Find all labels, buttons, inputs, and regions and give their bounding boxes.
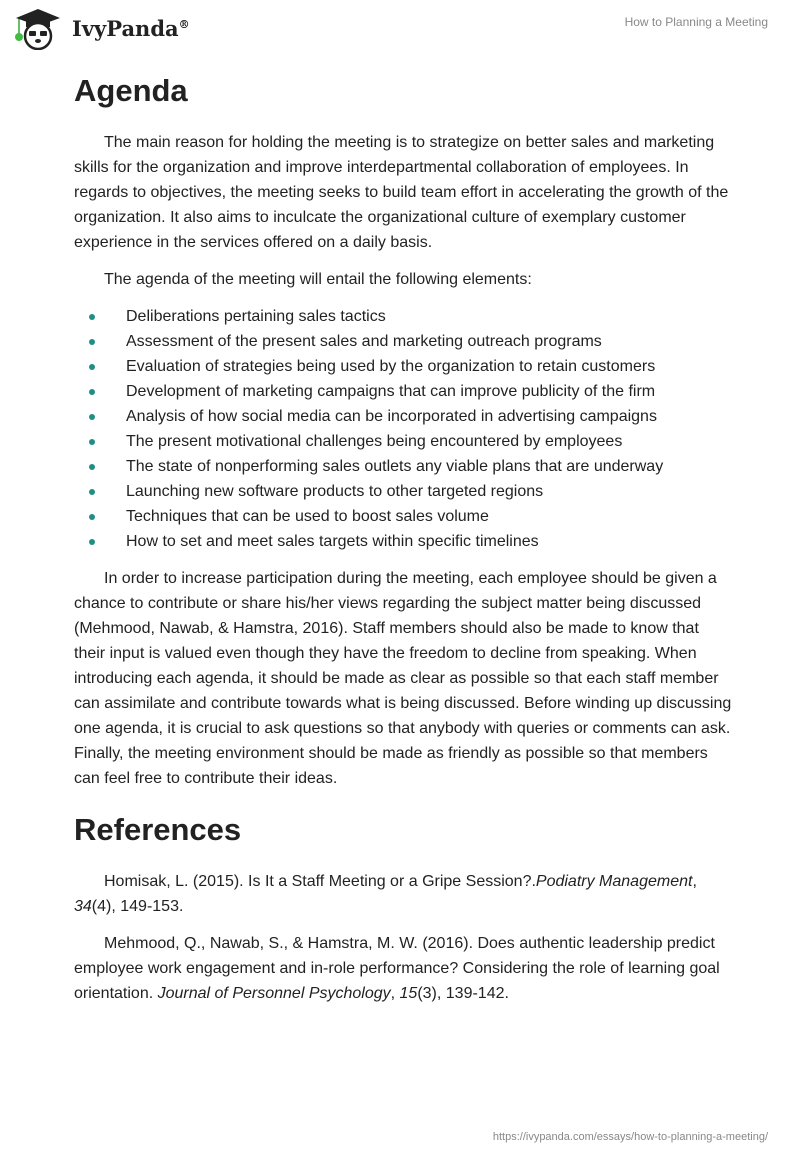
reference-1 — [74, 869, 734, 919]
ref-journal: Journal of Personnel Psychology — [157, 985, 391, 1002]
ref-pages: (4), 149-153. — [91, 898, 184, 915]
list-item: Assessment of the present sales and marketing outreach programs — [74, 329, 734, 354]
agenda-heading: Agenda — [74, 73, 188, 108]
agenda-paragraph-3: In order to increase participation during the meeting, each employee should be given a chance to contribute or share his/her views regarding the subject matter being discussed (Mehmood, Nawab, & Hamstra, 2016). Staff members should also be made to know that their input is valued even though they have the freedom to decline from speaking. When introducing each agenda, it should be made as clear as possible so that each staff member can assimilate and contribute towards what is being discussed. Before winding up discussing one agenda, it is crucial to ask questions so that anybody with queries or comments can ask. Finally, the meeting environment should be made as friendly as possible so that members can feel free to contribute their ideas. — [74, 570, 732, 787]
ref-text: Mehmood, Q., Nawab, S., & Hamstra, M. W. (2016). Does authentic leadership predict employee work engagement and in-role performance? Considering the role of learning goal orientation. — [74, 935, 720, 1002]
ref-volume: 15 — [399, 985, 418, 1002]
article-body — [74, 72, 734, 1018]
reference-2 — [74, 931, 734, 1006]
ref-sep: , — [692, 873, 697, 890]
ref-text: Homisak, L. (2015). Is It a Staff Meeting or a Gripe Session?. — [104, 873, 536, 890]
logo[interactable] — [10, 6, 190, 50]
list-item: How to set and meet sales targets within specific timelines — [74, 529, 734, 554]
list-item: The state of nonperforming sales outlets any viable plans that are underway — [74, 454, 734, 479]
ref-sep: , — [390, 985, 400, 1002]
registered-mark: ® — [178, 17, 190, 31]
list-item: Deliberations pertaining sales tactics — [74, 304, 734, 329]
list-item: Launching new software products to other targeted regions — [74, 479, 734, 504]
agenda-list — [74, 304, 734, 554]
brand-name — [72, 16, 190, 41]
list-item: Evaluation of strategies being used by the organization to retain customers — [74, 354, 734, 379]
references-heading: References — [74, 812, 242, 847]
agenda-paragraph-2: The agenda of the meeting will entail the following elements: — [104, 271, 532, 288]
ref-pages: (3), 139-142. — [417, 985, 509, 1002]
panda-logo-icon — [10, 6, 66, 50]
list-item: Development of marketing campaigns that can improve publicity of the firm — [74, 379, 734, 404]
ref-volume: 34 — [74, 898, 92, 915]
list-item: The present motivational challenges being encountered by employees — [74, 429, 734, 454]
footer-url[interactable]: https://ivypanda.com/essays/how-to-planning-a-meeting/ — [492, 1131, 768, 1143]
agenda-paragraph-1: The main reason for holding the meeting is to strategize on better sales and marketing skills for the organization and improve interdepartmental collaboration of employees. In regards to objectives, the meeting seeks to build team effort in accelerating the growth of the organization. It also aims to inculcate the organizational culture of exemplary customer experience in the services offered on a daily basis. — [74, 134, 729, 251]
ref-journal: Podiatry Management — [535, 873, 693, 890]
document-title: How to Planning a Meeting — [624, 15, 768, 29]
list-item: Techniques that can be used to boost sales volume — [74, 504, 734, 529]
brand-text: IvyPanda — [72, 15, 179, 41]
list-item: Analysis of how social media can be incorporated in advertising campaigns — [74, 404, 734, 429]
